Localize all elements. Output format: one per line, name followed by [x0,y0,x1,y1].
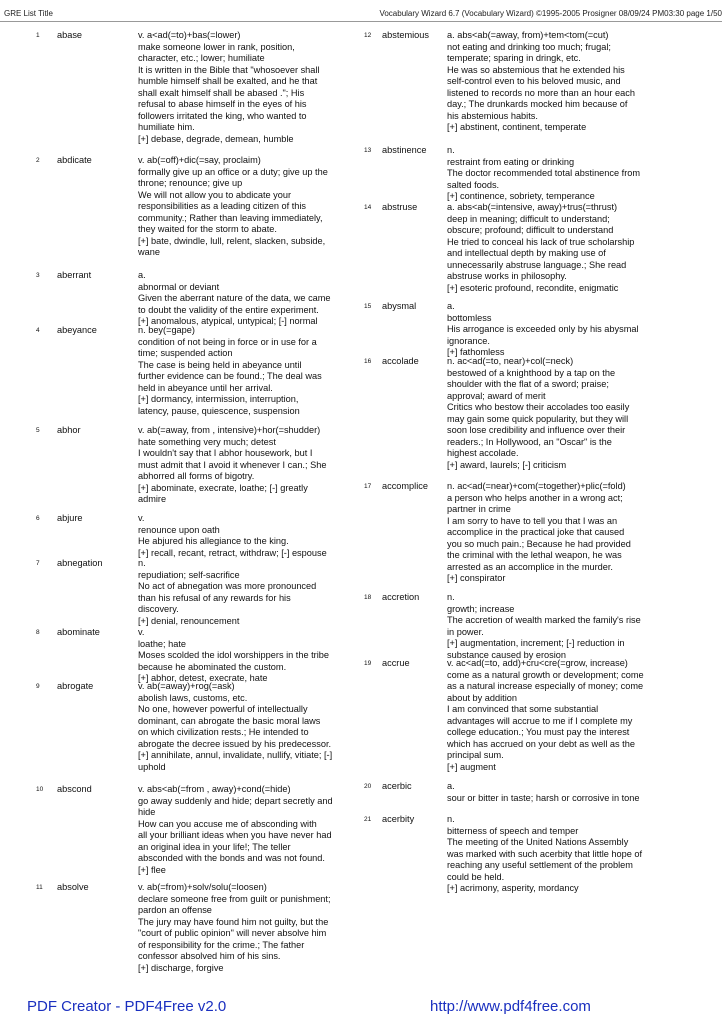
definition-line: n. [447,145,455,155]
entry-definition [138,784,363,876]
definition-line: all your brilliant ideas when you have never had [138,830,332,840]
entry-number: 8 [36,629,40,636]
footer-creator-label: PDF Creator - PDF4Free v2.0 [27,998,227,1015]
definition-line: of responsibility for the crime.; The father [138,939,305,950]
definition-line: reaching any useful settlement of the problem [447,860,633,870]
definition-line: may gain some quick popularity, but they will [447,413,629,424]
definition-line: about by addition [447,692,517,703]
definition-line: throne; renounce; give up [138,178,243,188]
definition-line: readers.; In Hollywood, an "Oscar" is the [447,436,612,447]
definition-line: abolish laws, customs, etc. [138,692,248,703]
definition-line: I wouldn't say that I abhor housework, but I [138,448,313,458]
definition-line: absconded with the bonds and was not found. [138,853,325,863]
definition-line: arrested as an accomplice in the murder. [447,561,613,572]
definition-line: substance caused by erosion [447,649,567,660]
definition-line: No one, however powerful of intellectually [138,704,308,714]
entry-number: 4 [36,327,40,334]
entry-word: aberrant [57,270,92,280]
definition-line: v. ab(=off)+dic(=say, proclaim) [138,155,261,165]
definition-line: ignorance. [447,335,490,346]
definition-line: held in abeyance until her arrival. [138,382,273,393]
definition-line: v. [138,513,145,523]
definition-line: must admit that I avoid it whenever I can.; She [138,459,327,470]
definition-line: dominant, can abrogate the basic moral laws [138,715,321,726]
definition-line: [+] debase, degrade, demean, humble [138,133,294,144]
definition-line: as a natural increase especially of money; come [447,681,644,691]
definition-line: Given the aberrant nature of the data, we came [138,293,331,303]
definition-line: an original idea in your life!; The teller [138,841,291,852]
definition-line: they waited for the storm to abate. [138,224,277,234]
definition-line: humble himself shall be exalted, and he that [138,76,318,86]
definition-line: formally give up an office or a duty; give up the [138,166,328,177]
entry-word: abnegation [57,558,103,568]
definition-line: [+] recall, recant, retract, withdraw; [-] espouse [138,547,327,558]
entry-word: abstruse [382,202,418,212]
entry-word: accolade [382,356,419,366]
definition-line: humiliate him. [138,122,195,132]
definition-line: discovery. [138,604,179,614]
entry-number: 1 [36,32,40,39]
entry-number: 21 [364,816,372,823]
vocab-entry [364,592,728,661]
definition-line: latency, pause, quiescence, suspension [138,405,300,416]
vocab-entry [0,882,363,974]
definition-line: I am convinced that some substantial [447,704,599,714]
entry-number: 13 [364,147,372,154]
definition-line: which has accrued on your debt as well as the [447,738,635,749]
definition-line: v. ab(=from)+solv/solu(=loosen) [138,882,267,892]
entry-number: 3 [36,272,40,279]
definition-line: a. [138,270,146,280]
definition-line: v. abs<ab(=from , away)+cond(=hide) [138,784,291,794]
definition-line: How can you accuse me of absconding with [138,818,317,829]
entry-number: 18 [364,594,372,601]
entry-definition [138,30,363,145]
definition-line: bestowed of a knighthood by a tap on the [447,367,616,378]
header-info: Vocabulary Wizard 6.7 (Vocabulary Wizard) ©1995-2005 Prosigner 08/09/24 PM03:30 page 1/50 [379,9,722,18]
entry-word: abstinence [382,145,427,155]
definition-line: v. ab(=away, from , intensive)+hor(=shudder) [138,425,321,435]
definition-line: growth; increase [447,603,515,614]
definition-line: unnecessarily abstruse language.; She read [447,259,627,270]
vocab-entry [0,681,363,773]
definition-line: [+] abhor, detest, execrate, hate [138,673,268,683]
entry-word: abysmal [382,301,417,311]
entry-definition [138,270,363,328]
definition-line: salted foods. [447,179,500,190]
definition-line: The meeting of the United Nations Assembly [447,837,629,847]
entry-number: 10 [36,786,44,793]
definition-line: Moses scolded the idol worshippers in the tribe [138,650,329,660]
entry-number: 5 [36,427,40,434]
entry-definition [447,814,728,895]
entry-definition [447,356,728,471]
definition-line: abrogate the decree issued by his predecessor. [138,738,332,749]
entry-number: 6 [36,515,40,522]
entry-number: 12 [364,32,372,39]
definition-line: confessor absolved him of his sins. [138,951,281,961]
definition-line: make someone lower in rank, position, [138,41,295,52]
definition-line: loathe; hate [138,638,187,649]
definition-line: the criminal with the lethal weapon, he was [447,550,622,560]
entry-definition [138,681,363,773]
entry-number: 9 [36,683,40,690]
definition-line: college education.; You must pay the interest [447,727,630,737]
definition-line: [+] conspirator [447,573,506,583]
entry-number: 2 [36,157,40,164]
definition-line: [+] acrimony, asperity, mordancy [447,883,579,893]
definition-line: a. abs<ab(=intensive, away)+trus(=thrust) [447,202,618,212]
definition-line: a. abs<ab(=away, from)+tem<tom(=cut) [447,30,609,40]
definition-line: to doubt the validity of the entire experiment. [138,304,319,315]
definition-line: hide [138,807,156,817]
definition-line: It is written in the Bible that "whosoever shall [138,64,320,75]
definition-line: [+] flee [138,864,166,875]
definition-line: community.; Rather than leaving immediately, [138,212,323,223]
definition-line: v. a<ad(=to)+bas(=lower) [138,30,241,40]
definition-line: a. [447,301,455,311]
definition-line: obscure; profound; difficult to understand [447,225,614,235]
definition-line: He tried to conceal his lack of true scholarship [447,236,635,247]
definition-line: shoulder with the flat of a sword; praise; [447,379,609,389]
definition-line: He was so abstemious that he extended his [447,64,625,75]
definition-line: [+] fathomless [447,347,505,357]
vocab-entry [364,658,728,773]
definition-line: [+] bate, dwindle, lull, relent, slacken, subside, [138,235,326,246]
definition-line: [+] esoteric profound, recondite, enigmatic [447,282,619,293]
entry-word: abjure [57,513,83,523]
entry-definition [138,627,363,685]
vocab-entry [0,30,363,145]
entry-word: abominate [57,627,100,637]
definition-line: on which civilization rests.; He intended to [138,727,309,737]
definition-line: His arrogance is exceeded only by his abysmal [447,324,639,334]
vocab-entry [0,270,363,328]
definition-line: followers irritated the king, who wanted to [138,110,307,121]
vocab-entry [364,30,728,134]
vocab-entry [364,481,728,585]
definition-line: responsibilities as a leading citizen of this [138,201,307,211]
definition-line: [+] denial, renouncement [138,615,240,626]
definition-line: n. bey(=gape) [138,325,195,335]
definition-line: The case is being held in abeyance until [138,359,302,370]
definition-line: condition of not being in force or in use for a [138,336,317,347]
entry-word: acerbic [382,781,412,791]
entry-definition [447,145,728,203]
vocab-entry [0,425,363,506]
definition-line: n. [447,814,455,824]
definition-line: bitterness of speech and temper [447,825,579,836]
vocab-entry [364,814,728,895]
entry-word: abstemious [382,30,429,40]
definition-line: [+] continence, sobriety, temperance [447,191,595,201]
definition-line: [+] discharge, forgive [138,962,224,973]
entry-number: 16 [364,358,372,365]
definition-line: time; suspended action [138,348,233,358]
entry-definition [138,325,363,417]
entry-word: accrue [382,658,410,668]
definition-line: character, etc.; lower; humiliate [138,53,265,63]
definition-line: approval; award of merit [447,390,546,401]
definition-line: The jury may have found him not guilty, but the [138,916,329,927]
page-footer [0,994,728,1030]
definition-line: and intellectual depth by making use of [447,248,606,258]
entry-definition [447,481,728,585]
definition-line: partner in crime [447,504,511,514]
definition-line: [+] abominate, execrate, loathe; [-] greatly [138,482,308,493]
definition-line: abnormal or deviant [138,281,220,292]
definition-line: hate something very much; detest [138,436,276,447]
vocab-entry [0,325,363,417]
definition-line: than his refusal of any rewards for his [138,592,291,603]
entry-definition [447,301,728,359]
definition-line: n. [447,592,455,602]
vocab-entry [0,513,363,559]
definition-line: abstruse works in philosophy. [447,271,567,281]
definition-line: soon lose credibility and influence over their [447,425,626,435]
definition-line: pardon an offense [138,905,212,915]
definition-line: repudiation; self-sacrifice [138,569,240,580]
definition-line: accomplice in the practical joke that caused [447,527,625,537]
entry-word: abrogate [57,681,94,691]
definition-line: shall exalt himself shall be abased ."; His [138,87,305,98]
definition-line: refusal to abase himself in the eyes of his [138,99,307,109]
footer-url-link[interactable]: http://www.pdf4free.com [430,998,591,1015]
definition-line: highest accolade. [447,448,519,458]
entry-word: accomplice [382,481,428,491]
vocab-entry [0,784,363,876]
definition-line: Critics who bestow their accolades too easily [447,402,630,412]
entry-number: 17 [364,483,372,490]
entry-definition [447,781,728,804]
entry-word: acerbity [382,814,415,824]
definition-line: restraint from eating or drinking [447,156,575,167]
definition-line: n. ac<ad(=near)+com(=together)+plic(=fold) [447,481,626,491]
entry-number: 20 [364,783,372,790]
entry-word: accretion [382,592,420,602]
definition-line: come as a natural growth or development; come [447,669,644,680]
definition-line: He abjured his allegiance to the king. [138,536,289,546]
definition-line: uphold [138,761,166,772]
entry-number: 15 [364,303,372,310]
definition-line: because he abominated the custom. [138,661,287,672]
definition-line: [+] anomalous, atypical, untypical; [-] normal [138,316,318,326]
entry-word: abhor [57,425,81,435]
vocab-entry [364,202,728,294]
vocab-entry [0,155,363,259]
entry-word: abscond [57,784,92,794]
definition-line: advantages will accrue to me if I complete my [447,715,633,726]
definition-line: could be held. [447,871,505,882]
definition-line: I am sorry to have to tell you that I was an [447,515,618,526]
definition-line: sour or bitter in taste; harsh or corrosive in tone [447,792,640,803]
entry-number: 11 [36,884,43,891]
vocab-entry [364,781,728,804]
definition-line: bottomless [447,312,492,323]
entry-word: abase [57,30,83,40]
definition-line: [+] dormancy, intermission, interruption, [138,394,299,404]
definition-line: n. [138,558,146,568]
entry-definition [447,658,728,773]
entry-definition [447,202,728,294]
entry-number: 19 [364,660,372,667]
definition-line: n. ac<ad(=to, near)+col(=neck) [447,356,574,366]
entry-definition [138,425,363,506]
definition-line: not eating and drinking too much; frugal; [447,41,611,52]
definition-line: listened to records no more than an hour each [447,87,635,98]
entry-definition [138,558,363,627]
vocab-entry [0,558,363,627]
definition-line: admire [138,494,167,504]
definition-line: principal sum. [447,750,504,760]
definition-line: No act of abnegation was more pronounced [138,581,317,591]
definition-line: his abstemious habits. [447,110,538,121]
definition-line: v. ac<ad(=to, add)+cru<cre(=grow, increase) [447,658,628,668]
definition-line: abhorred all forms of bigotry. [138,471,255,481]
page-header [4,8,722,20]
definition-line: declare someone free from guilt or punishment; [138,893,331,904]
definition-line: you so much pain.; Because he had provided [447,538,631,549]
definition-line: further evidence can be found.; The deal was [138,371,322,381]
vocab-entry [0,627,363,685]
definition-line: [+] annihilate, annul, invalidate, nullify, vitiate; [-] [138,750,333,760]
definition-line: The doctor recommended total abstinence from [447,168,641,178]
vocab-entry [364,145,728,203]
definition-line: [+] award, laurels; [-] criticism [447,459,567,470]
definition-line: temperate; sparing in dringk, etc. [447,53,581,63]
definition-line: day.; The drunkards mocked him because of [447,99,628,109]
definition-line: deep in meaning; difficult to understand; [447,213,610,224]
entry-definition [447,592,728,661]
entry-definition [138,882,363,974]
vocab-entry [364,356,728,471]
header-title: GRE List Title [4,9,53,18]
definition-line: The accretion of wealth marked the family's rise [447,615,641,625]
entry-definition [138,155,363,259]
definition-line: [+] augmentation, increment; [-] reduction in [447,638,625,648]
definition-line: v. [138,627,145,637]
header-rule [0,21,722,22]
definition-line: a person who helps another in a wrong act; [447,492,623,503]
definition-line: wane [138,247,160,257]
definition-line: renounce upon oath [138,524,220,535]
definition-line: [+] augment [447,761,496,772]
definition-line: was marked with such acerbity that little hope of [447,848,643,859]
definition-line: go away suddenly and hide; depart secretly and [138,795,333,806]
definition-line: in power. [447,626,484,637]
definition-line: [+] abstinent, continent, temperate [447,122,587,132]
entry-word: abdicate [57,155,92,165]
entry-word: abeyance [57,325,97,335]
entry-number: 7 [36,560,40,567]
vocab-entry [364,301,728,359]
entry-word: absolve [57,882,89,892]
definition-line: self-control even to his beloved music, and [447,76,621,86]
definition-line: "court of public opinion" will never absolve him [138,928,327,938]
entry-definition [447,30,728,134]
entry-definition [138,513,363,559]
entry-number: 14 [364,204,372,211]
definition-line: v. ab(=away)+rog(=ask) [138,681,235,691]
definition-line: We will not allow you to abdicate your [138,189,292,200]
definition-line: a. [447,781,455,791]
